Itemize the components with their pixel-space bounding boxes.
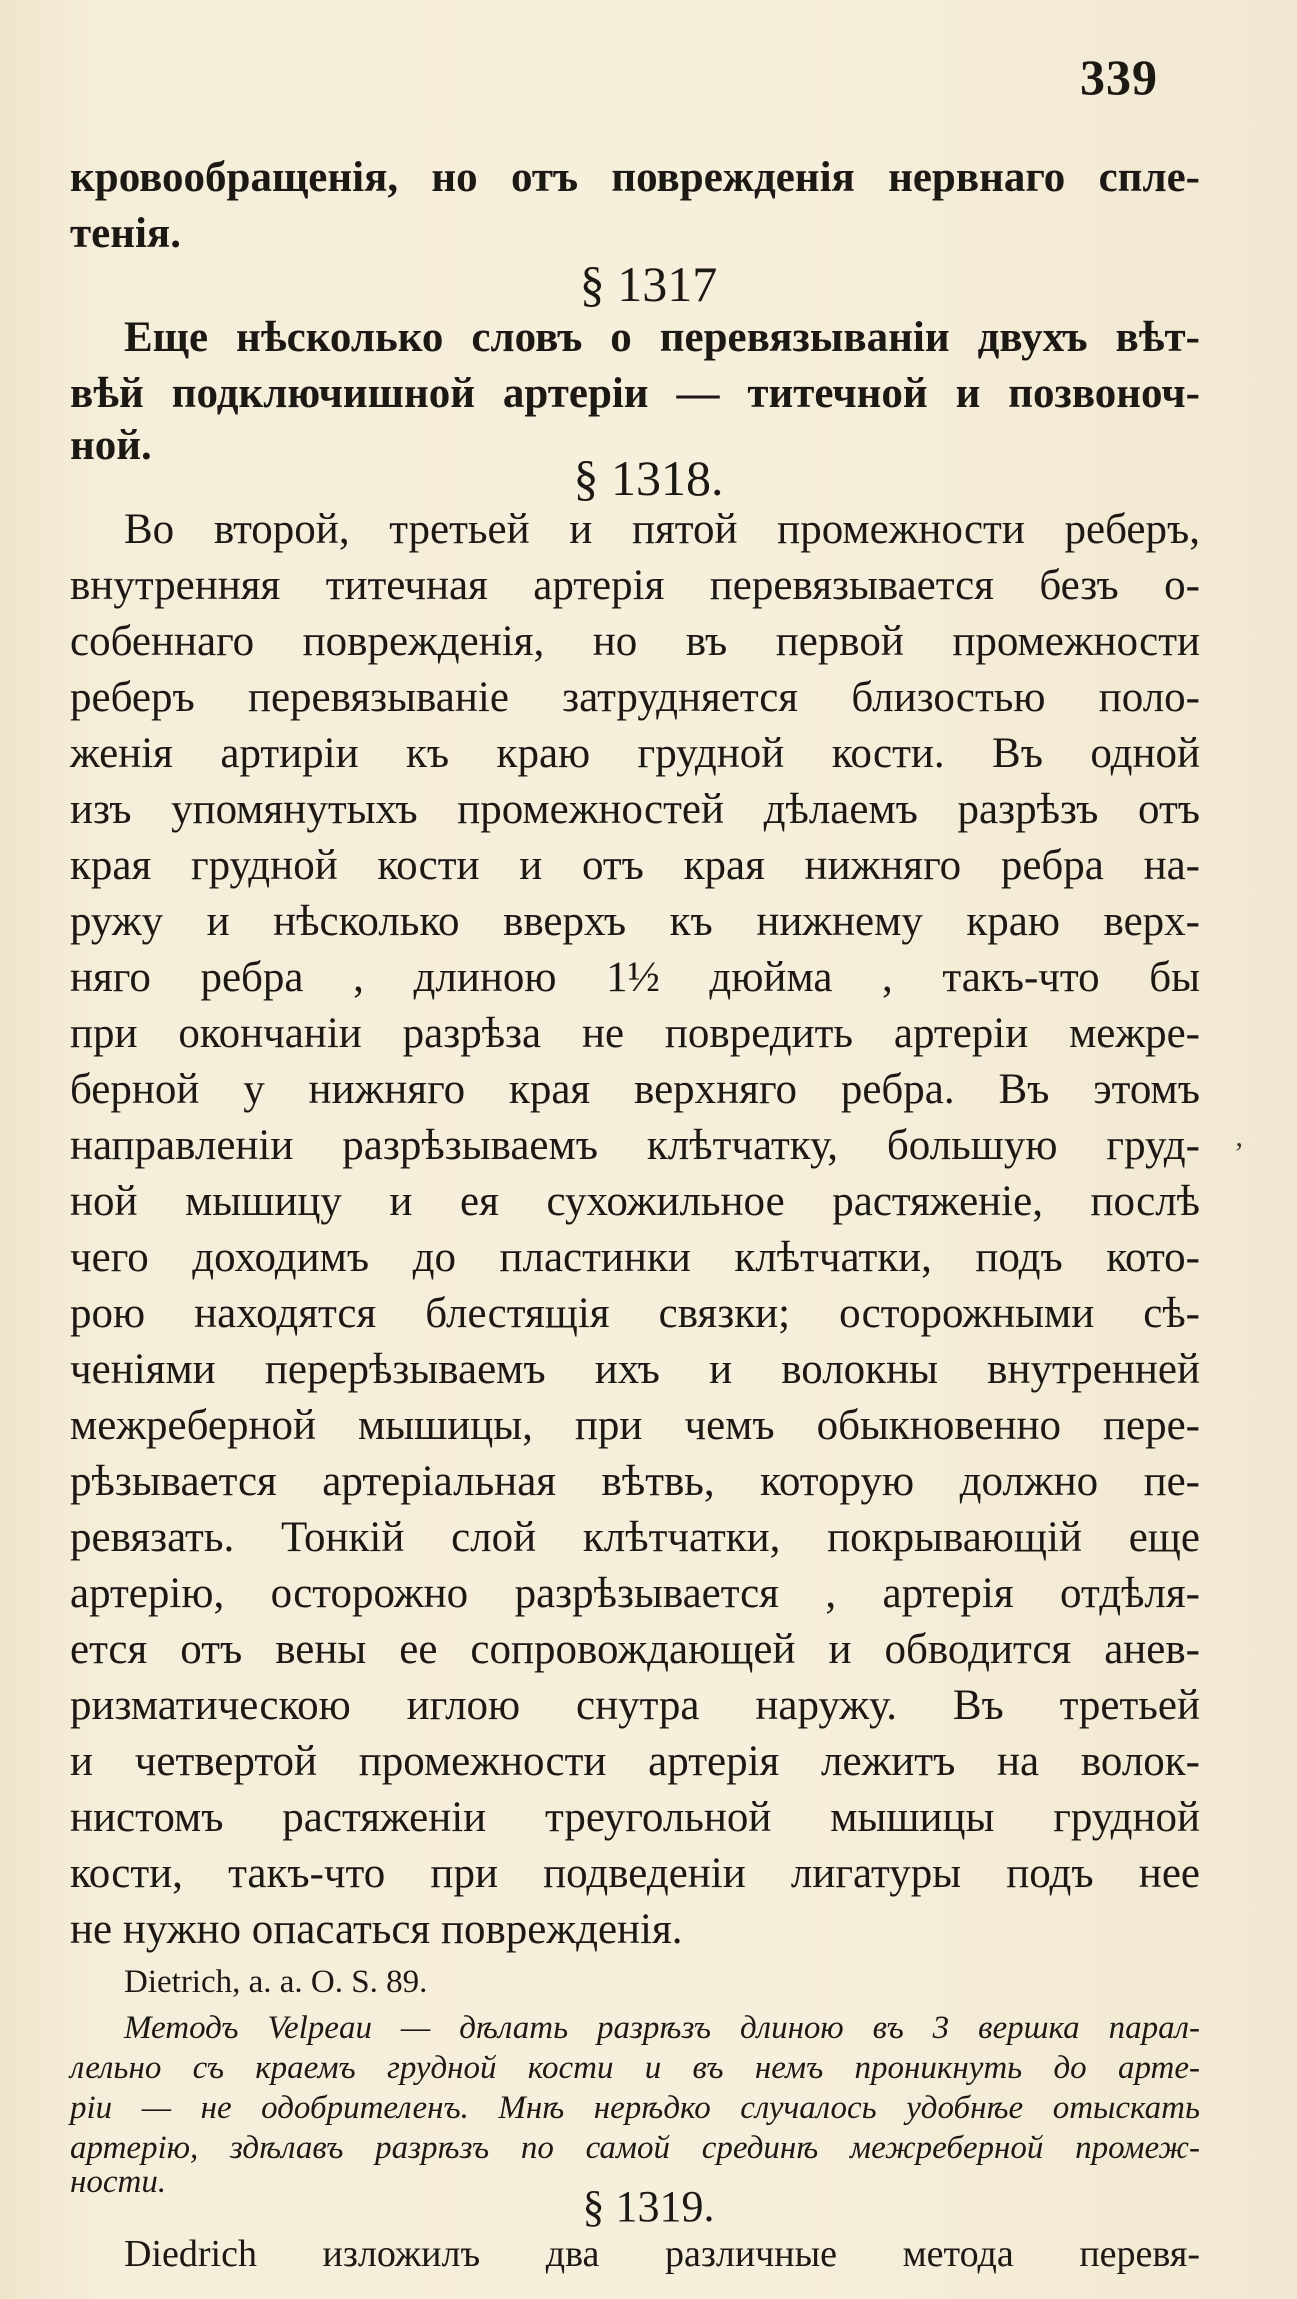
footnote-line: артерію, здѣлавъ разрѣзъ по самой срединѣ межреберной промеж- (70, 2130, 1200, 2166)
text-line: рѣзывается артеріальная вѣтвь, которую должно пе- (70, 1458, 1200, 1505)
footnote-citation: Dietrich, a. a. O. S. 89. (124, 1964, 428, 2000)
text-line: кровообращенія, но отъ поврежденія нервнаго спле- (70, 154, 1200, 201)
text-line: реберъ перевязываніе затрудняется близостью поло- (70, 674, 1200, 721)
footnote-line: лельно съ краемъ грудной кости и въ немъ проникнуть до арте- (70, 2050, 1200, 2086)
text-line: берной у нижняго края верхняго ребра. Въ этомъ (70, 1066, 1200, 1113)
text-line: изъ упомянутыхъ промежностей дѣлаемъ разрѣзъ отъ (70, 786, 1200, 833)
text-line: вѣй подключишной артеріи — титечной и позвоноч- (70, 370, 1200, 417)
footnote-line: ности. (70, 2164, 167, 2200)
text-line: ется отъ вены ее сопровождающей и обводится анев- (70, 1626, 1200, 1673)
text-line: чего доходимъ до пластинки клѣтчатки, подъ кото- (70, 1234, 1200, 1281)
section-heading-1318: § 1318. (573, 450, 724, 506)
text-line: рою находятся блестящія связки; осторожными сѣ- (70, 1290, 1200, 1337)
stray-mark: ‚ (1234, 1120, 1244, 1153)
footnote-line: Методъ Velpeau — дѣлать разрѣзъ длиною въ 3 вершка парал- (124, 2010, 1200, 2046)
text-line: ной мышицу и ея сухожильное растяженіе, послѣ (70, 1178, 1200, 1225)
text-line: ревязать. Тонкій слой клѣтчатки, покрывающій еще (70, 1514, 1200, 1561)
text-line: собеннаго поврежденія, но въ первой промежности (70, 618, 1200, 665)
text-line: тенія. (70, 210, 181, 257)
text-line: ной. (70, 422, 152, 469)
text-line: края грудной кости и отъ края нижняго ребра на- (70, 842, 1200, 889)
text-line: Еще нѣсколько словъ о перевязываніи двухъ вѣт- (124, 314, 1200, 361)
text-line: и четвертой промежности артерія лежитъ на волок- (70, 1738, 1200, 1785)
section-heading-1319: § 1319. (582, 2182, 715, 2231)
text-line: ружу и нѣсколько вверхъ къ нижнему краю верх- (70, 898, 1200, 945)
text-line: кости, такъ-что при подведеніи лигатуры подъ нее (70, 1850, 1200, 1897)
text-line: няго ребра , длиною 1½ дюйма , такъ-что бы (70, 954, 1200, 1001)
text-line: Diedrich изложилъ два различные метода перевя- (124, 2233, 1200, 2275)
text-line: не нужно опасаться поврежденія. (70, 1906, 683, 1953)
text-line: артерію, осторожно разрѣзывается , артерія отдѣля- (70, 1570, 1200, 1617)
text-line: ченіями перерѣзываемъ ихъ и волокны внутренней (70, 1346, 1200, 1393)
text-line: ризматическою иглою снутра наружу. Въ третьей (70, 1682, 1200, 1729)
text-line: направленіи разрѣзываемъ клѣтчатку, большую груд- (70, 1122, 1200, 1169)
page-number: 339 (1080, 49, 1158, 105)
text-line: межреберной мышицы, при чемъ обыкновенно пере- (70, 1402, 1200, 1449)
text-line: Во второй, третьей и пятой промежности реберъ, (124, 506, 1200, 553)
text-line: женія артиріи къ краю грудной кости. Въ одной (70, 730, 1200, 777)
text-line: при окончаніи разрѣза не повредить артеріи межре- (70, 1010, 1200, 1057)
text-line: внутренняя титечная артерія перевязывается безъ о- (70, 562, 1200, 609)
footnote-line: ріи — не одобрителенъ. Мнѣ нерѣдко случалось удобнѣе отыскать (70, 2090, 1200, 2126)
text-line: нистомъ растяженіи треугольной мышицы грудной (70, 1794, 1200, 1841)
section-heading-1317: § 1317 (579, 256, 718, 312)
